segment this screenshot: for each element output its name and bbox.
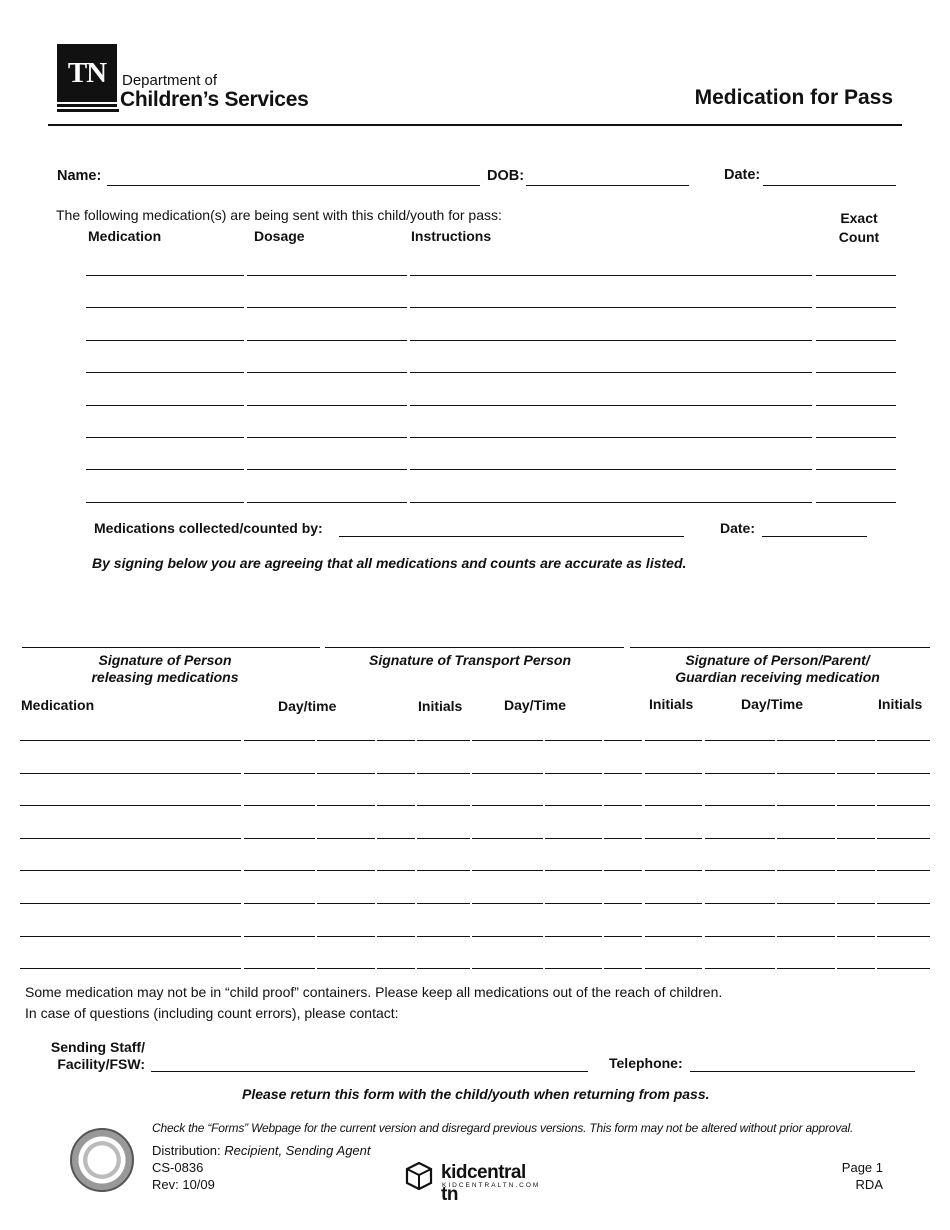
telephone-label: Telephone:	[609, 1055, 683, 1071]
log-row-1-cell-1[interactable]	[20, 740, 241, 741]
med-row-3-exact-count-field[interactable]	[816, 340, 896, 341]
log-row-8-cell-1[interactable]	[20, 968, 241, 969]
name-field[interactable]	[107, 185, 480, 186]
log-row-1-cell-13[interactable]	[877, 740, 930, 741]
log-row-1-cell-10[interactable]	[705, 740, 775, 741]
log-row-2-cell-8[interactable]	[604, 773, 642, 774]
distribution-value: Recipient, Sending Agent	[224, 1143, 371, 1158]
log-row-6-cell-8[interactable]	[604, 903, 642, 904]
log-row-7-cell-5[interactable]	[417, 936, 470, 937]
logo-underline	[57, 104, 117, 107]
log-row-4-cell-6[interactable]	[472, 838, 543, 839]
med-row-2-medication-field[interactable]	[86, 307, 244, 308]
med-row-5-exact-count-field[interactable]	[816, 405, 896, 406]
log-row-3-cell-2[interactable]	[244, 805, 315, 806]
log-row-3-cell-5[interactable]	[417, 805, 470, 806]
rda-code: RDA	[855, 1177, 883, 1192]
return-instruction: Please return this form with the child/youth when returning from pass.	[242, 1086, 710, 1102]
med-row-6-dosage-field[interactable]	[247, 437, 407, 438]
log-row-2-cell-1[interactable]	[20, 773, 241, 774]
log-row-8-cell-9[interactable]	[645, 968, 702, 969]
signature-release-caption-2: releasing medications	[91, 669, 239, 685]
med-row-8-exact-count-field[interactable]	[816, 502, 896, 503]
log-row-4-cell-4[interactable]	[377, 838, 415, 839]
log-row-2-cell-9[interactable]	[645, 773, 702, 774]
log-row-8-cell-5[interactable]	[417, 968, 470, 969]
log-row-5-cell-7[interactable]	[545, 870, 602, 871]
log-row-8-cell-8[interactable]	[604, 968, 642, 969]
name-label: Name:	[57, 168, 102, 184]
form-title: Medication for Pass	[694, 86, 893, 109]
log-row-5-cell-3[interactable]	[317, 870, 375, 871]
log-row-6-cell-6[interactable]	[472, 903, 543, 904]
col-count: Count	[838, 229, 880, 245]
med-row-3-medication-field[interactable]	[86, 340, 244, 341]
forms-note: Check the “Forms” Webpage for the current version and disregard previous versions. This form may not be altered without prior approval.	[152, 1121, 854, 1135]
log-row-8-cell-10[interactable]	[705, 968, 775, 969]
logo-underline-2	[57, 109, 119, 112]
log-row-5-cell-6[interactable]	[472, 870, 543, 871]
log-row-4-cell-10[interactable]	[705, 838, 775, 839]
log-row-3-cell-6[interactable]	[472, 805, 543, 806]
log-row-1-cell-7[interactable]	[545, 740, 602, 741]
col-exact: Exact	[840, 210, 878, 226]
sending-staff-label-1: Sending Staff/	[50, 1039, 145, 1055]
log-row-4-cell-11[interactable]	[777, 838, 835, 839]
log-col-daytime-1: Day/time	[278, 698, 337, 714]
signature-transport-line[interactable]	[325, 647, 624, 648]
collected-date-label: Date:	[720, 520, 756, 536]
med-row-8-dosage-field[interactable]	[247, 502, 407, 503]
dob-field[interactable]	[526, 185, 689, 186]
kidcentral-name: kidcentral tn	[441, 1162, 526, 1205]
log-row-2-cell-3[interactable]	[317, 773, 375, 774]
log-col-medication: Medication	[21, 697, 95, 713]
log-row-6-cell-10[interactable]	[705, 903, 775, 904]
collected-field[interactable]	[339, 536, 684, 537]
log-row-4-cell-3[interactable]	[317, 838, 375, 839]
log-row-3-cell-1[interactable]	[20, 805, 241, 806]
childproof-note: Some medication may not be in “child proof” containers. Please keep all medications out of the reach of children.	[25, 984, 723, 1000]
log-row-4-cell-1[interactable]	[20, 838, 241, 839]
log-row-7-cell-2[interactable]	[244, 936, 315, 937]
log-row-1-cell-12[interactable]	[837, 740, 875, 741]
log-row-8-cell-6[interactable]	[472, 968, 543, 969]
log-row-6-cell-12[interactable]	[837, 903, 875, 904]
signature-transport-caption: Signature of Transport Person	[369, 652, 571, 668]
log-row-2-cell-12[interactable]	[837, 773, 875, 774]
log-row-5-cell-5[interactable]	[417, 870, 470, 871]
med-row-3-instructions-field[interactable]	[410, 340, 812, 341]
telephone-field[interactable]	[690, 1071, 915, 1072]
med-row-2-instructions-field[interactable]	[410, 307, 812, 308]
signature-receive-caption-1: Signature of Person/Parent/	[685, 652, 870, 668]
col-medication: Medication	[88, 228, 162, 244]
med-row-7-exact-count-field[interactable]	[816, 469, 896, 470]
log-row-8-cell-4[interactable]	[377, 968, 415, 969]
kidcentral-url: KIDCENTRALTN.COM	[442, 1182, 541, 1189]
log-row-8-cell-7[interactable]	[545, 968, 602, 969]
log-row-5-cell-4[interactable]	[377, 870, 415, 871]
revision: Rev: 10/09	[152, 1177, 215, 1192]
kidcentral-cube-icon	[405, 1162, 433, 1190]
agreement-text: By signing below you are agreeing that all medications and counts are accurate as listed.	[92, 555, 687, 571]
log-row-2-cell-2[interactable]	[244, 773, 315, 774]
log-row-7-cell-4[interactable]	[377, 936, 415, 937]
log-col-initials-1: Initials	[418, 698, 463, 714]
distribution-line	[152, 1143, 371, 1158]
med-row-1-exact-count-field[interactable]	[816, 275, 896, 276]
form-number: CS-0836	[152, 1160, 204, 1175]
med-row-3-dosage-field[interactable]	[247, 340, 407, 341]
log-row-7-cell-10[interactable]	[705, 936, 775, 937]
header-rule	[48, 124, 902, 126]
log-row-5-cell-13[interactable]	[877, 870, 930, 871]
log-row-3-cell-3[interactable]	[317, 805, 375, 806]
log-row-2-cell-7[interactable]	[545, 773, 602, 774]
signature-receive-line[interactable]	[630, 647, 930, 648]
page-number: Page 1	[841, 1160, 883, 1175]
med-row-7-dosage-field[interactable]	[247, 469, 407, 470]
log-row-4-cell-12[interactable]	[837, 838, 875, 839]
log-row-3-cell-11[interactable]	[777, 805, 835, 806]
log-row-5-cell-11[interactable]	[777, 870, 835, 871]
log-row-6-cell-3[interactable]	[317, 903, 375, 904]
log-row-3-cell-8[interactable]	[604, 805, 642, 806]
med-row-6-exact-count-field[interactable]	[816, 437, 896, 438]
log-row-1-cell-8[interactable]	[604, 740, 642, 741]
log-row-2-cell-4[interactable]	[377, 773, 415, 774]
log-col-daytime-3: Day/Time	[741, 696, 803, 712]
log-row-3-cell-4[interactable]	[377, 805, 415, 806]
log-row-5-cell-10[interactable]	[705, 870, 775, 871]
med-row-6-medication-field[interactable]	[86, 437, 244, 438]
med-row-2-dosage-field[interactable]	[247, 307, 407, 308]
log-row-4-cell-9[interactable]	[645, 838, 702, 839]
log-row-8-cell-11[interactable]	[777, 968, 835, 969]
log-row-1-cell-3[interactable]	[317, 740, 375, 741]
log-row-7-cell-11[interactable]	[777, 936, 835, 937]
log-row-8-cell-12[interactable]	[837, 968, 875, 969]
log-row-3-cell-9[interactable]	[645, 805, 702, 806]
med-row-1-dosage-field[interactable]	[247, 275, 407, 276]
med-row-4-medication-field[interactable]	[86, 372, 244, 373]
log-row-8-cell-3[interactable]	[317, 968, 375, 969]
log-row-2-cell-11[interactable]	[777, 773, 835, 774]
log-row-5-cell-2[interactable]	[244, 870, 315, 871]
log-row-7-cell-7[interactable]	[545, 936, 602, 937]
med-row-1-instructions-field[interactable]	[410, 275, 812, 276]
log-row-2-cell-6[interactable]	[472, 773, 543, 774]
log-row-4-cell-2[interactable]	[244, 838, 315, 839]
log-row-7-cell-6[interactable]	[472, 936, 543, 937]
log-row-6-cell-2[interactable]	[244, 903, 315, 904]
log-row-6-cell-7[interactable]	[545, 903, 602, 904]
log-row-1-cell-4[interactable]	[377, 740, 415, 741]
log-row-7-cell-8[interactable]	[604, 936, 642, 937]
date-field[interactable]	[763, 185, 896, 186]
log-row-1-cell-6[interactable]	[472, 740, 543, 741]
med-row-8-instructions-field[interactable]	[410, 502, 812, 503]
collected-date-field[interactable]	[762, 536, 867, 537]
log-row-1-cell-5[interactable]	[417, 740, 470, 741]
log-row-8-cell-13[interactable]	[877, 968, 930, 969]
log-row-2-cell-13[interactable]	[877, 773, 930, 774]
log-row-3-cell-10[interactable]	[705, 805, 775, 806]
log-row-4-cell-13[interactable]	[877, 838, 930, 839]
log-row-5-cell-12[interactable]	[837, 870, 875, 871]
med-row-5-instructions-field[interactable]	[410, 405, 812, 406]
tn-logo-mark: TN	[57, 44, 117, 102]
log-row-5-cell-8[interactable]	[604, 870, 642, 871]
signature-release-line[interactable]	[22, 647, 320, 648]
org-name-line2: Children’s Services	[120, 88, 309, 111]
log-row-4-cell-7[interactable]	[545, 838, 602, 839]
log-row-3-cell-7[interactable]	[545, 805, 602, 806]
sending-staff-label-2: Facility/FSW:	[57, 1056, 145, 1072]
log-row-6-cell-1[interactable]	[20, 903, 241, 904]
med-row-5-medication-field[interactable]	[86, 405, 244, 406]
log-row-6-cell-4[interactable]	[377, 903, 415, 904]
log-row-2-cell-5[interactable]	[417, 773, 470, 774]
med-row-4-exact-count-field[interactable]	[816, 372, 896, 373]
log-col-initials-3: Initials	[878, 696, 923, 712]
log-row-6-cell-11[interactable]	[777, 903, 835, 904]
dob-label: DOB:	[487, 168, 525, 184]
med-row-6-instructions-field[interactable]	[410, 437, 812, 438]
log-row-2-cell-10[interactable]	[705, 773, 775, 774]
log-row-7-cell-1[interactable]	[20, 936, 241, 937]
log-col-initials-2: Initials	[649, 696, 694, 712]
med-row-7-medication-field[interactable]	[86, 469, 244, 470]
log-row-5-cell-9[interactable]	[645, 870, 702, 871]
med-row-4-dosage-field[interactable]	[247, 372, 407, 373]
contact-note: In case of questions (including count errors), please contact:	[25, 1005, 399, 1021]
signature-receive-caption-2: Guardian receiving medication	[675, 669, 880, 685]
intro-text: The following medication(s) are being sent with this child/youth for pass:	[56, 207, 502, 223]
log-row-3-cell-13[interactable]	[877, 805, 930, 806]
date-label: Date:	[724, 167, 761, 183]
med-row-4-instructions-field[interactable]	[410, 372, 812, 373]
log-row-7-cell-3[interactable]	[317, 936, 375, 937]
log-row-1-cell-2[interactable]	[244, 740, 315, 741]
signature-release-caption-1: Signature of Person	[98, 652, 232, 668]
log-row-6-cell-9[interactable]	[645, 903, 702, 904]
sending-staff-field[interactable]	[151, 1071, 588, 1072]
log-row-1-cell-9[interactable]	[645, 740, 702, 741]
log-row-4-cell-5[interactable]	[417, 838, 470, 839]
log-row-7-cell-13[interactable]	[877, 936, 930, 937]
med-row-5-dosage-field[interactable]	[247, 405, 407, 406]
col-dosage: Dosage	[254, 228, 305, 244]
log-row-7-cell-9[interactable]	[645, 936, 702, 937]
med-row-7-instructions-field[interactable]	[410, 469, 812, 470]
log-row-5-cell-1[interactable]	[20, 870, 241, 871]
med-row-2-exact-count-field[interactable]	[816, 307, 896, 308]
log-col-daytime-2: Day/Time	[504, 697, 566, 713]
collected-label: Medications collected/counted by:	[94, 520, 323, 536]
log-row-8-cell-2[interactable]	[244, 968, 315, 969]
log-row-1-cell-11[interactable]	[777, 740, 835, 741]
kidcentral-logo	[405, 1160, 545, 1205]
log-row-6-cell-5[interactable]	[417, 903, 470, 904]
log-row-4-cell-8[interactable]	[604, 838, 642, 839]
org-name-line1: Department of	[122, 72, 218, 89]
log-row-6-cell-13[interactable]	[877, 903, 930, 904]
distribution-label: Distribution:	[152, 1143, 221, 1158]
med-row-8-medication-field[interactable]	[86, 502, 244, 503]
med-row-1-medication-field[interactable]	[86, 275, 244, 276]
col-instructions: Instructions	[411, 228, 492, 244]
tennessee-state-seal	[70, 1128, 134, 1192]
log-row-7-cell-12[interactable]	[837, 936, 875, 937]
log-row-3-cell-12[interactable]	[837, 805, 875, 806]
